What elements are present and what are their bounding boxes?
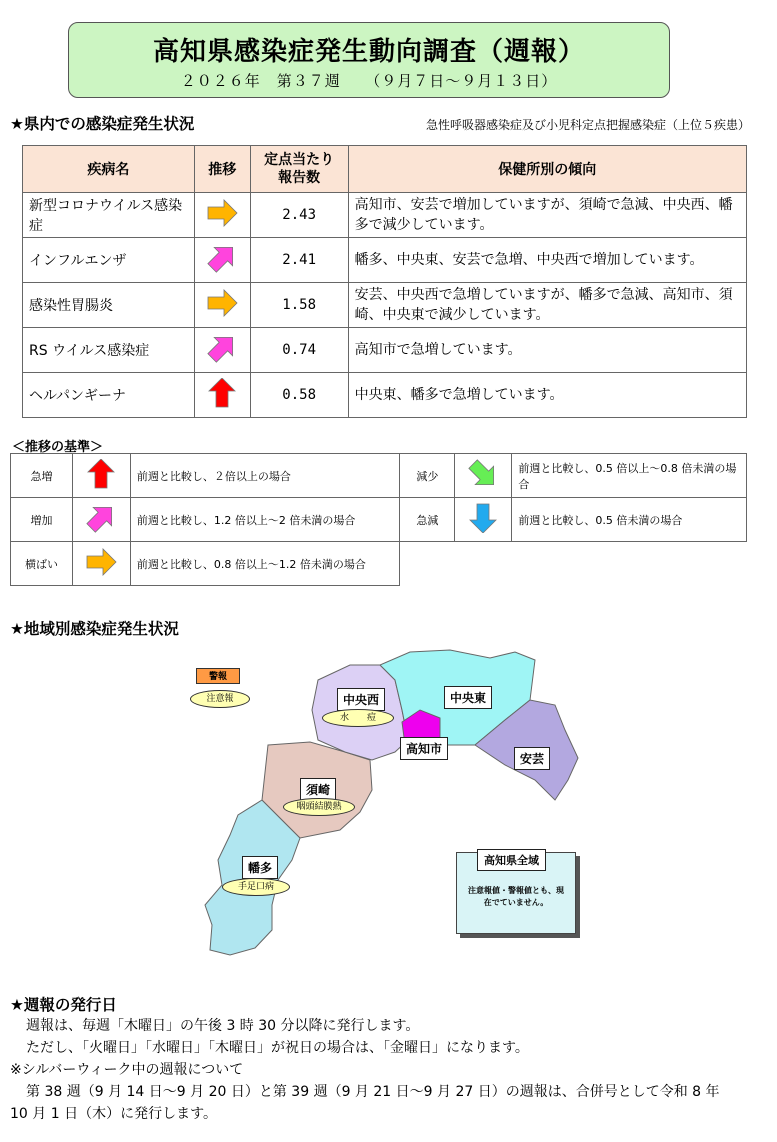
issue-line-3: ※シルバーウィーク中の週報について <box>10 1062 244 1078</box>
table-row <box>23 328 747 373</box>
disease-name: インフルエンザ <box>23 238 195 283</box>
page-subtitle: ２０２６年 第３７週 （９月７日～９月１３日） <box>180 72 558 90</box>
crit-desc-flat: 前週と比較し、0.8 倍以上～1.2 倍未満の場合 <box>130 542 400 586</box>
label-kochi-city: 高知市 <box>400 737 448 760</box>
table-row <box>23 193 747 238</box>
disease-name: 新型コロナウイルス感染症 <box>23 193 195 238</box>
arrow-up-right-icon <box>205 333 239 367</box>
issue-line-1: 週報は、毎週「木曜日」の午後 3 時 30 分以降に発行します。 <box>26 1018 420 1034</box>
tendency-text: 中央東、幡多で急増しています。 <box>348 373 746 418</box>
disease-name: ヘルパンギーナ <box>23 373 195 418</box>
col-trend: 推移 <box>194 146 250 193</box>
rate-value: 0.58 <box>250 373 348 418</box>
disease-table <box>22 145 747 418</box>
issue-line-2: ただし、「火曜日」「水曜日」「木曜日」が祝日の場合は、「金曜日」になります。 <box>26 1040 529 1056</box>
arrow-right-icon <box>205 198 239 232</box>
tendency-text: 幡多、中央東、安芸で急増、中央西で増加しています。 <box>348 238 746 283</box>
crit-desc-decrease: 前週と比較し、0.5 倍以上～0.8 倍未満の場合 <box>512 454 747 498</box>
section-heading-regional: ★地域別感染症発生状況 <box>10 620 179 638</box>
table-row <box>23 283 747 328</box>
issue-line-5: 10 月 1 日（木）に発行します。 <box>10 1106 217 1122</box>
crit-icon-flat <box>72 542 130 586</box>
crit-desc-surge: 前週と比較し、２倍以上の場合 <box>130 454 400 498</box>
caution-hata: 手足口病 <box>222 878 290 896</box>
label-hata: 幡多 <box>242 856 278 879</box>
section-heading-issue: ★週報の発行日 <box>10 996 117 1014</box>
arrow-up-right-icon <box>205 243 239 277</box>
table-row <box>23 373 747 418</box>
disease-name: RS ウイルス感染症 <box>23 328 195 373</box>
label-chuo-higashi: 中央東 <box>444 686 492 709</box>
table-row <box>23 238 747 283</box>
whole-pref-title: 高知県全域 <box>477 849 546 871</box>
arrow-down-icon <box>466 503 500 536</box>
section-heading-prefecture: ★県内での感染症発生状況 <box>10 115 195 133</box>
caution-chuo-nishi: 水 痘 <box>322 709 394 727</box>
criteria-table <box>10 453 747 586</box>
caution-susaki: 咽頭結膜熱 <box>283 798 355 816</box>
col-tendency: 保健所別の傾向 <box>348 146 746 193</box>
rate-value: 0.74 <box>250 328 348 373</box>
label-susaki: 須崎 <box>300 778 336 801</box>
page-title: 高知県感染症発生動向調査（週報） <box>152 37 585 67</box>
rate-value: 1.58 <box>250 283 348 328</box>
label-aki: 安芸 <box>514 747 550 770</box>
rate-value: 2.41 <box>250 238 348 283</box>
crit-label-decrease: 減少 <box>400 454 455 498</box>
col-disease: 疾病名 <box>23 146 195 193</box>
table-header-row <box>23 146 747 193</box>
rate-value: 2.43 <box>250 193 348 238</box>
issue-line-4: 第 38 週（9 月 14 日～9 月 20 日）と第 39 週（9 月 21 日～9 月 27 日）の週報は、合併号として令和 8 年 <box>26 1084 720 1100</box>
arrow-right-icon <box>84 547 118 580</box>
arrow-up-right-icon <box>84 503 118 536</box>
crit-label-flat: 横ばい <box>11 542 73 586</box>
col-rate: 定点当たり 報告数 <box>250 146 348 193</box>
arrow-up-icon <box>205 378 239 412</box>
whole-pref-note: 注意報値・警報値とも、現在でていません。 <box>468 886 564 907</box>
crit-icon-plunge <box>455 498 512 542</box>
crit-icon-decrease <box>455 454 512 498</box>
crit-desc-increase: 前週と比較し、1.2 倍以上～2 倍未満の場合 <box>130 498 400 542</box>
arrow-up-icon <box>84 459 118 492</box>
whole-pref-box <box>456 852 576 934</box>
crit-label-plunge: 急減 <box>400 498 455 542</box>
legend-warning: 警報 <box>196 668 240 684</box>
crit-desc-plunge: 前週と比較し、0.5 倍未満の場合 <box>512 498 747 542</box>
criteria-heading: ＜推移の基準＞ <box>12 440 104 455</box>
crit-label-increase: 増加 <box>11 498 73 542</box>
trend-cell <box>194 193 250 238</box>
tendency-text: 高知市、安芸で増加していますが、須崎で急減、中央西、幡多で減少しています。 <box>348 193 746 238</box>
trend-cell <box>194 373 250 418</box>
trend-cell <box>194 283 250 328</box>
tendency-text: 安芸、中央西で急増していますが、幡多で急減、高知市、須崎、中央東で減少しています。 <box>348 283 746 328</box>
crit-icon-surge <box>72 454 130 498</box>
trend-cell <box>194 328 250 373</box>
arrow-right-icon <box>205 288 239 322</box>
section-note: 急性呼吸器感染症及び小児科定点把握感染症（上位５疾患） <box>425 118 750 132</box>
title-box <box>68 22 670 98</box>
label-chuo-nishi: 中央西 <box>337 688 385 711</box>
crit-icon-increase <box>72 498 130 542</box>
tendency-text: 高知市で急増しています。 <box>348 328 746 373</box>
crit-label-surge: 急増 <box>11 454 73 498</box>
legend-caution: 注意報 <box>190 690 250 708</box>
trend-cell <box>194 238 250 283</box>
disease-name: 感染性胃腸炎 <box>23 283 195 328</box>
arrow-down-right-icon <box>466 459 500 492</box>
